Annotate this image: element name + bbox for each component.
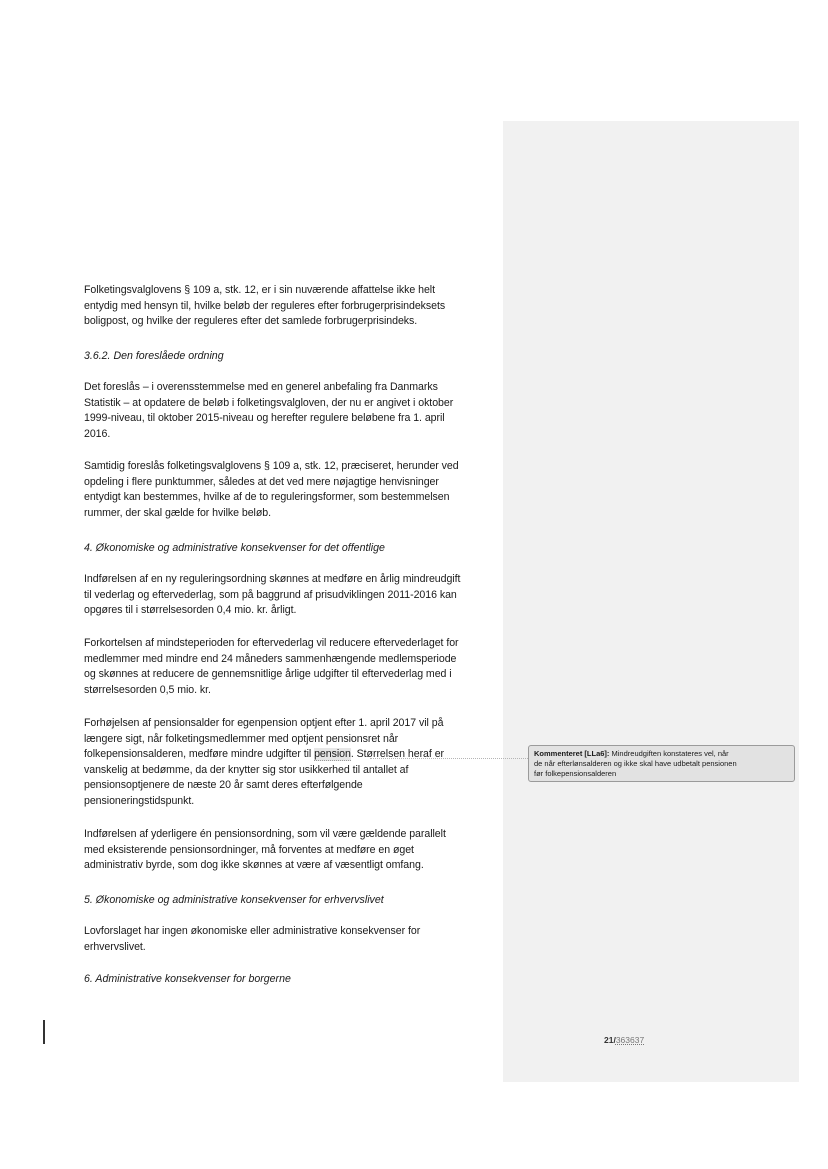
- deleted-page-total: 363637: [615, 1035, 645, 1045]
- section-heading: 3.6.2. Den foreslåede ordning: [84, 350, 224, 362]
- section-heading: 6. Administrative konsekvenser for borgerne: [84, 973, 291, 985]
- comment-text: de når efterlønsalderen og ikke skal have udbetalt pensionen: [534, 759, 737, 768]
- paragraph: Forhøjelsen af pensionsalder for egenpension optjent efter 1. april 2017 vil på længere sigt, når folketingsmedlemmer med optjent pensionsret når folkepensionsalderen, medføre mindre udgifter til pension. Størrelsen heraf er vanskelig at bedømme, da der knytter sig stor usikkerhed til antallet af pensionsoptjenere de næste 20 år samt deres efterfølgende pensioneringstidspunkt.: [84, 717, 445, 807]
- commented-text-highlight[interactable]: pension: [314, 748, 351, 761]
- change-bar: [43, 1020, 45, 1044]
- paragraph: Det foreslås – i overensstemmelse med en generel anbefaling fra Danmarks Statistik – at opdatere de beløb i folketingsvalgloven, der nu er angivet i oktober 1999-niveau, til oktober 2015-niveau og herefter regulere beløbene fra 1. april 2016.: [84, 381, 454, 440]
- comment-author: Kommenteret [LLa6]:: [534, 749, 610, 758]
- comment-text: Mindreudgiften konstateres vel, når: [609, 749, 729, 758]
- comment-connector-line: [370, 758, 528, 759]
- paragraph: Forkortelsen af mindsteperioden for eftervederlag vil reducere eftervederlaget for medlemmer med mindre end 24 måneders sammenhængende medlemsperiode og skønnes at reducere de gennemsnitlige årlige udgifter til eftervederlag med i størrelsesorden 0,5 mio. kr.: [84, 637, 459, 696]
- section-heading: 5. Økonomiske og administrative konsekvenser for erhvervslivet: [84, 894, 384, 906]
- paragraph: Lovforslaget har ingen økonomiske eller administrative konsekvenser for erhvervslivet.: [84, 925, 421, 953]
- page-number: 21/363637: [604, 1035, 645, 1045]
- comment-margin-pane: [503, 121, 799, 1082]
- paragraph: Indførelsen af en ny reguleringsordning skønnes at medføre en årlig mindreudgift til vederlag og eftervederlag, som på baggrund af prisudviklingen 2011-2016 kan opgøres til i størrelsesorden 0,4 mio. kr. årligt.: [84, 573, 461, 617]
- paragraph: Folketingsvalglovens § 109 a, stk. 12, er i sin nuværende affattelse ikke helt entydig med hensyn til, hvilke beløb der reguleres efter forbrugerprisindeksets boligpost, og hvilke der reguleres efter det samlede forbrugerprisindeks.: [84, 284, 446, 328]
- section-heading: 4. Økonomiske og administrative konsekvenser for det offentlige: [84, 542, 385, 554]
- paragraph: Samtidig foreslås folketingsvalglovens § 109 a, stk. 12, præciseret, herunder ved opdeling i flere punktummer, således at det ved mere nøjagtige henvisninger entydigt kan bestemmes, hvilke af de to reguleringsformer, som bestemmelsen rummer, der skal gælde for hvilke beløb.: [84, 460, 459, 519]
- comment-text: før folkepensionsalderen: [534, 769, 617, 778]
- paragraph: Indførelsen af yderligere én pensionsordning, som vil være gældende parallelt med eksisterende pensionsordninger, må forventes at medføre en øget administrativ byrde, som dog ikke skønnes at være af væsentligt omfang.: [84, 828, 446, 872]
- comment-balloon[interactable]: [528, 745, 795, 782]
